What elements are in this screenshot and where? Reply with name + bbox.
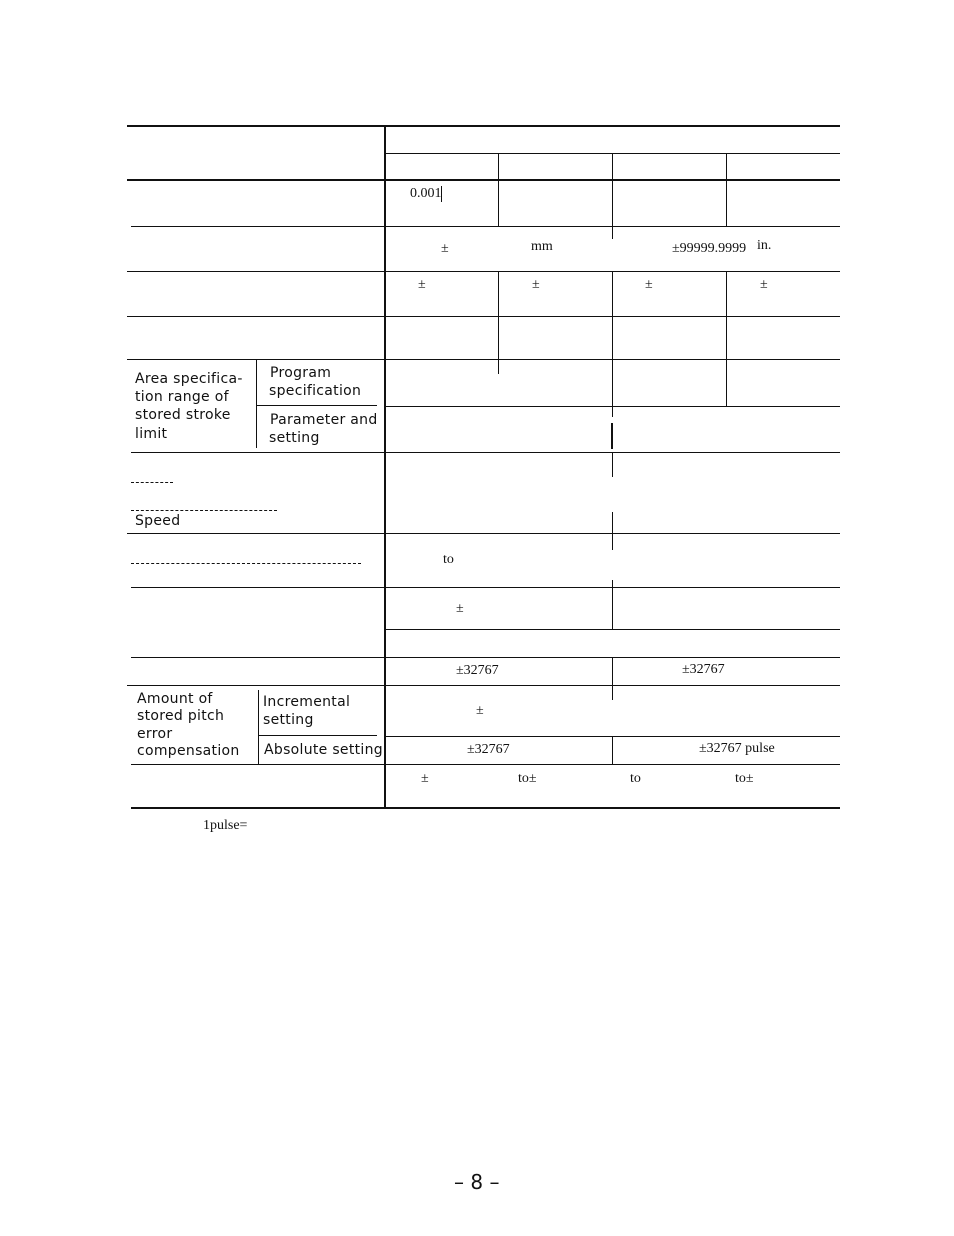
r2-col-tick <box>612 227 613 239</box>
r11-col-div <box>612 737 613 765</box>
header-col-div-1 <box>498 153 499 180</box>
parameter-setting-line-2: setting <box>269 430 320 446</box>
r8-right-rule <box>386 629 840 630</box>
r3-plusminus-4: ± <box>760 277 768 292</box>
speed-dash-short <box>131 482 173 483</box>
r4-col-div-2 <box>612 317 613 360</box>
r12-to-1: to± <box>518 771 537 786</box>
r12-to-2: to <box>630 771 641 786</box>
speed-label: Speed <box>135 513 181 529</box>
footnote: 1pulse= <box>203 818 248 833</box>
r9-col-div <box>612 658 613 685</box>
r12-plusminus: ± <box>421 771 429 786</box>
r1-bottom-rule <box>131 226 840 227</box>
stroke-inner-rule <box>257 405 377 406</box>
r11-right-value: ±32767 pulse <box>699 741 775 756</box>
r6-col-tick-2 <box>611 423 613 449</box>
r5-col-div-1 <box>498 360 499 374</box>
pitch-bottom-rule <box>131 764 840 765</box>
program-spec-line-2: specification <box>269 383 362 399</box>
program-spec-line-1: Program <box>270 365 332 381</box>
r10-col-tick <box>612 686 613 700</box>
table-top-rule <box>127 125 840 127</box>
parameter-setting-line-1: Parameter and <box>270 412 378 428</box>
area-spec-line-1: Area specifica- <box>135 371 243 387</box>
r8-plusminus: ± <box>456 601 464 616</box>
r2-mm-unit: mm <box>531 239 553 254</box>
area-spec-line-2: tion range of <box>135 389 229 405</box>
table-bottom-rule <box>131 807 840 809</box>
speed-bottom-rule <box>127 533 840 534</box>
r4-bottom-rule <box>127 359 840 360</box>
r9-right-value: ±32767 <box>682 662 725 677</box>
r3-col-div-2 <box>612 272 613 316</box>
header-col-div-2 <box>612 153 613 180</box>
r2-plusminus: ± <box>441 241 449 256</box>
r3-plusminus-2: ± <box>532 277 540 292</box>
r5-right-rule <box>386 406 840 407</box>
r1-value-tick <box>441 186 442 202</box>
incremental-line-2: setting <box>263 712 314 728</box>
header-bottom-rule <box>127 179 840 181</box>
r8-col-div <box>612 580 613 630</box>
r2-inch-unit: in. <box>757 238 772 253</box>
amount-pitch-line-4: compensation <box>137 743 240 759</box>
speed-col-tick-1 <box>612 453 613 477</box>
r7-dash-line <box>131 563 361 564</box>
header-sub-rule <box>386 153 840 154</box>
r10-plusminus: ± <box>476 703 484 718</box>
r7-to: to <box>443 552 454 567</box>
table-center-divider <box>384 125 386 809</box>
r1-col-div-1 <box>498 180 499 226</box>
r12-to-3: to± <box>735 771 754 786</box>
page-number: – 8 – <box>454 1170 500 1194</box>
r9-bottom-rule <box>127 685 840 686</box>
r5-col-div-2 <box>612 360 613 406</box>
area-spec-line-4: limit <box>135 426 168 442</box>
r1-col-div-2 <box>612 180 613 226</box>
r11-left-value: ±32767 <box>467 742 510 757</box>
header-col-div-3 <box>726 153 727 180</box>
r4-col-div-3 <box>726 317 727 360</box>
r4-col-div-1 <box>498 317 499 360</box>
r1-value: 0.001 <box>410 186 442 201</box>
r3-col-div-3 <box>726 272 727 316</box>
amount-pitch-line-1: Amount of <box>137 691 213 707</box>
r10-right-rule <box>386 736 840 737</box>
speed-col-tick-2 <box>612 512 613 533</box>
r3-bottom-rule <box>127 316 840 317</box>
r2-bottom-rule <box>127 271 840 272</box>
r3-col-div-1 <box>498 272 499 316</box>
r1-col-div-3 <box>726 180 727 226</box>
amount-pitch-line-2: stored pitch <box>137 708 225 724</box>
r3-plusminus-3: ± <box>645 277 653 292</box>
pitch-inner-divider <box>258 690 259 765</box>
r7-col-tick <box>612 534 613 550</box>
amount-pitch-line-3: error <box>137 726 173 742</box>
absolute-setting-label: Absolute setting <box>264 742 383 758</box>
r3-plusminus-1: ± <box>418 277 426 292</box>
r2-inch-range: ±99999.9999 <box>672 241 747 256</box>
pitch-inner-rule <box>259 735 377 736</box>
r5-col-div-3 <box>726 360 727 406</box>
r8-bottom-rule <box>131 657 840 658</box>
area-spec-line-3: stored stroke <box>135 407 231 423</box>
stroke-inner-divider <box>256 360 257 448</box>
r6-col-tick-1 <box>612 407 613 417</box>
speed-dash-long <box>131 510 277 511</box>
r9-left-value: ±32767 <box>456 663 499 678</box>
r7-bottom-rule <box>131 587 840 588</box>
stroke-bottom-rule <box>131 452 840 453</box>
incremental-line-1: Incremental <box>263 694 351 710</box>
